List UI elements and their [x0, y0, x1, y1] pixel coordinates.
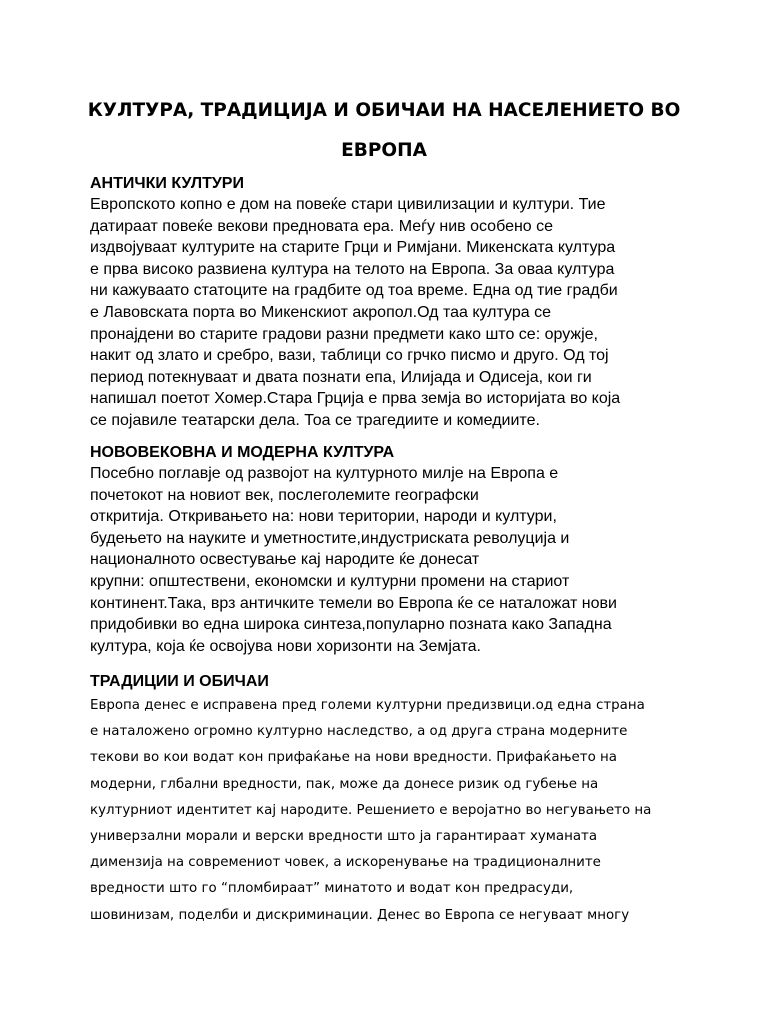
- text-line: модерни, глбални вредности, пак, може да донесе ризик од губење на: [90, 776, 599, 792]
- section-modern-culture: [90, 442, 690, 657]
- text-line: будењето на науките и уметностите,индустриската револуција и: [90, 529, 570, 547]
- text-line: е прва високо развиена култура на телото на Европа. За оваа култура: [90, 260, 615, 278]
- text-line: крупни: општествени, економски и културни промени на стариот: [90, 572, 570, 590]
- text-line: почетокот на новиот век, послеголемите географски: [90, 486, 479, 504]
- text-line: период потекнуваат и двата познати епа, Илијада и Одисеја, кои ги: [90, 368, 592, 386]
- text-line: ни кажуваато статоците на градбите од тоа време. Една од тие градби: [90, 282, 618, 300]
- title-line-2: ЕВРОПА: [341, 140, 427, 161]
- text-line: придобивки во една широка синтеза,популарно позната како Западна: [90, 616, 612, 634]
- text-line: Европа денес е исправена пред големи културни предизвици.од една страна: [90, 698, 645, 713]
- text-line: димензија на современиот човек, а искоренување на традиционалните: [90, 855, 601, 871]
- text-line: културниот идентитет кај народите. Решението е веројатно во негувањето на: [90, 802, 652, 818]
- section-ancient-cultures: [90, 173, 690, 432]
- text-line: е Лавовската порта во Микенскиот акропол.Од таа култура се: [90, 303, 551, 321]
- text-line: накит од злато и сребро, вази, таблици со грчко писмо и друго. Од тој: [90, 347, 609, 365]
- text-line: текови во кои водат кон прифаќање на нови вредности. Прифаќањето на: [90, 750, 618, 766]
- text-line: Посебно поглавје од развојот на културното милје на Европа е: [90, 465, 559, 482]
- section-body: [90, 693, 690, 929]
- text-line: датираат повеќе векови предновата ера. Меѓу нив особено се: [90, 217, 554, 235]
- text-line: се појавиле театарски дела. Тоа се трагедиите и комедиите.: [90, 411, 540, 429]
- section-body: [90, 463, 690, 657]
- section-traditions-customs: [90, 671, 690, 929]
- page-title: [60, 91, 708, 171]
- section-heading: НОВОВЕКОВНА И МОДЕРНА КУЛТУРА: [90, 444, 395, 461]
- title-line-1: КУЛТУРА, ТРАДИЦИЈА И ОБИЧАИ НА НАСЕЛЕНИЕТО ВО: [87, 100, 681, 121]
- section-heading: ТРАДИЦИИ И ОБИЧАИ: [90, 673, 269, 690]
- section-heading: АНТИЧКИ КУЛТУРИ: [90, 175, 244, 192]
- text-line: шовинизам, поделби и дискриминации. Денес во Европа се негуваат многу: [90, 907, 630, 923]
- text-line: откритија. Откривањето на: нови територии, народи и култури,: [90, 508, 557, 526]
- text-line: вредности што го “пломбираат” минатото и водат кон предрасуди,: [90, 881, 574, 897]
- text-line: националното освестување кај народите ќе донесат: [90, 551, 480, 569]
- text-line: издвојуваат културите на старите Грци и Римјани. Микенската култура: [90, 239, 616, 257]
- text-line: е наталожено огромно културно наследство, а од друга страна модерните: [90, 724, 628, 740]
- text-line: Европското копно е дом на повеќе стари цивилизации и култури. Тие: [90, 196, 606, 213]
- text-line: универзални морали и верски вредности што ја гарантираат хуманата: [90, 829, 598, 845]
- text-line: култура, која ќе освојува нови хоризонти на Земјата.: [90, 637, 481, 655]
- section-body: [90, 194, 690, 432]
- text-line: пронајдени во старите градови разни предмети како што се: оружје,: [90, 325, 598, 343]
- text-line: напишал поетот Хомер.Стара Грција е прва земја во историјата во која: [90, 390, 621, 408]
- text-line: континент.Така, врз античките темели во Европа ќе се наталожат нови: [90, 594, 617, 612]
